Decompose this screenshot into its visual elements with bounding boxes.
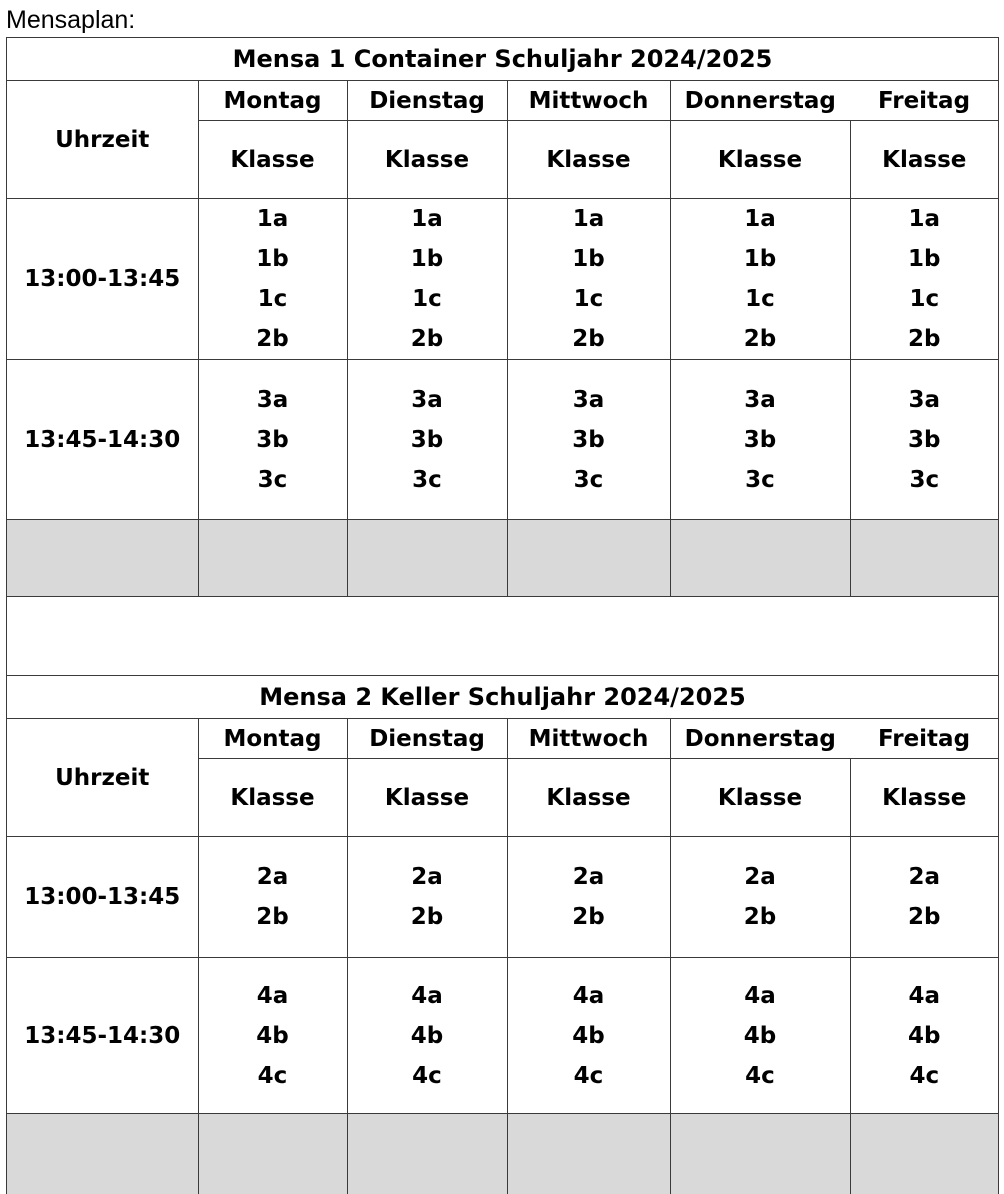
mensa1-day-classes bbox=[670, 360, 850, 520]
class-entry: 3a bbox=[744, 386, 776, 413]
class-entry: 4b bbox=[410, 1022, 444, 1049]
class-entry: 2b bbox=[410, 904, 444, 930]
class-entry: 2b bbox=[572, 326, 605, 352]
mensaplan-table bbox=[7, 38, 998, 1194]
class-entry: 2b bbox=[743, 904, 777, 930]
class-entry: 2a bbox=[744, 864, 776, 890]
mensaplan-frame bbox=[6, 37, 999, 1194]
class-entry: 1a bbox=[411, 206, 443, 232]
class-entry: 3c bbox=[573, 466, 604, 493]
class-entry: 1c bbox=[909, 286, 940, 312]
mensa2-day-classes bbox=[850, 837, 998, 958]
class-entry: 4c bbox=[257, 1062, 288, 1089]
class-entry: 3b bbox=[908, 426, 941, 453]
mensa2-day-classes bbox=[198, 958, 347, 1114]
class-entry: 3b bbox=[410, 426, 444, 453]
class-entry: 3a bbox=[256, 386, 289, 413]
mensa1-day-montag: Montag bbox=[198, 81, 347, 121]
mensa1-title: Mensa 1 Container Schuljahr 2024/2025 bbox=[7, 38, 998, 81]
mensa2-day-classes bbox=[850, 958, 998, 1114]
class-entry: 1a bbox=[908, 206, 941, 232]
class-entry: 4c bbox=[909, 1062, 940, 1089]
class-entry: 2b bbox=[410, 326, 444, 352]
class-entry: 4c bbox=[745, 1062, 775, 1089]
mensa1-slot-row bbox=[7, 360, 998, 520]
mensa2-slot-row bbox=[7, 837, 998, 958]
class-entry: 4a bbox=[256, 982, 289, 1009]
class-list bbox=[348, 380, 507, 500]
mensa2-klasse-header: Klasse bbox=[670, 759, 850, 837]
class-entry: 4c bbox=[412, 1062, 442, 1089]
page-heading: Mensaplan: bbox=[6, 6, 136, 34]
class-list bbox=[671, 380, 850, 500]
table-spacer-row bbox=[7, 597, 998, 676]
mensa1-day-classes bbox=[507, 360, 670, 520]
class-entry: 1b bbox=[908, 246, 941, 272]
class-list bbox=[199, 857, 347, 937]
class-entry: 1b bbox=[572, 246, 605, 272]
mensa2-day-mittwoch: Mittwoch bbox=[507, 719, 670, 759]
class-entry: 3c bbox=[412, 466, 442, 493]
mensa2-slot-time: 13:45-14:30 bbox=[7, 958, 198, 1114]
class-entry: 2a bbox=[256, 864, 289, 890]
class-list bbox=[508, 976, 670, 1096]
mensa2-title: Mensa 2 Keller Schuljahr 2024/2025 bbox=[7, 676, 998, 719]
class-entry: 3c bbox=[745, 466, 775, 493]
class-list bbox=[851, 857, 999, 937]
mensa2-klasse-header: Klasse bbox=[198, 759, 347, 837]
class-list bbox=[851, 380, 999, 500]
class-entry: 1b bbox=[743, 246, 777, 272]
class-list bbox=[199, 199, 347, 359]
mensa1-klasse-header: Klasse bbox=[850, 121, 998, 199]
mensa1-klasse-header: Klasse bbox=[347, 121, 507, 199]
class-entry: 3c bbox=[909, 466, 940, 493]
mensa1-day-donnerstag: Donnerstag bbox=[670, 81, 850, 121]
class-list bbox=[199, 380, 347, 500]
class-entry: 2b bbox=[256, 904, 289, 930]
class-entry: 4b bbox=[572, 1022, 605, 1049]
mensa1-uhrzeit-header: Uhrzeit bbox=[7, 81, 198, 199]
class-list bbox=[348, 199, 507, 359]
class-entry: 3a bbox=[572, 386, 605, 413]
class-entry: 2a bbox=[411, 864, 443, 890]
mensa2-day-classes bbox=[507, 837, 670, 958]
mensa2-uhrzeit-header: Uhrzeit bbox=[7, 719, 198, 837]
class-list bbox=[851, 976, 999, 1096]
class-entry: 3b bbox=[572, 426, 605, 453]
mensa2-day-classes bbox=[347, 837, 507, 958]
class-list bbox=[671, 857, 850, 937]
class-entry: 4a bbox=[411, 982, 443, 1009]
mensa1-day-classes bbox=[347, 360, 507, 520]
class-list bbox=[508, 380, 670, 500]
mensa1-day-classes bbox=[670, 199, 850, 360]
class-entry: 3b bbox=[743, 426, 777, 453]
class-entry: 2b bbox=[908, 904, 941, 930]
mensa2-day-classes bbox=[670, 837, 850, 958]
class-entry: 3c bbox=[257, 466, 288, 493]
mensa1-slot-time: 13:45-14:30 bbox=[7, 360, 198, 520]
mensa2-day-freitag: Freitag bbox=[850, 719, 998, 759]
mensa1-klasse-header: Klasse bbox=[198, 121, 347, 199]
mensa1-day-classes bbox=[850, 360, 998, 520]
class-entry: 4b bbox=[908, 1022, 941, 1049]
class-list bbox=[508, 199, 670, 359]
mensa1-slot-row bbox=[7, 199, 998, 360]
class-entry: 4c bbox=[573, 1062, 604, 1089]
class-entry: 1c bbox=[257, 286, 288, 312]
mensa2-day-classes bbox=[507, 958, 670, 1114]
mensa2-day-classes bbox=[198, 837, 347, 958]
class-entry: 3a bbox=[411, 386, 443, 413]
mensa2-klasse-header: Klasse bbox=[347, 759, 507, 837]
mensa1-day-mittwoch: Mittwoch bbox=[507, 81, 670, 121]
class-entry: 1c bbox=[745, 286, 775, 312]
class-entry: 1b bbox=[410, 246, 444, 272]
class-list bbox=[671, 199, 850, 359]
mensa2-empty-gray-row bbox=[7, 1114, 998, 1194]
class-entry: 1a bbox=[256, 206, 289, 232]
class-list bbox=[348, 976, 507, 1096]
mensa2-day-dienstag: Dienstag bbox=[347, 719, 507, 759]
class-list bbox=[671, 976, 850, 1096]
class-entry: 4a bbox=[744, 982, 776, 1009]
mensa2-day-classes bbox=[670, 958, 850, 1114]
mensa2-day-classes bbox=[347, 958, 507, 1114]
mensa1-empty-gray-row bbox=[7, 520, 998, 597]
mensa1-slot-time: 13:00-13:45 bbox=[7, 199, 198, 360]
class-entry: 3b bbox=[256, 426, 289, 453]
mensa2-klasse-header: Klasse bbox=[850, 759, 998, 837]
class-entry: 1b bbox=[256, 246, 289, 272]
class-entry: 4b bbox=[743, 1022, 777, 1049]
class-entry: 2b bbox=[256, 326, 289, 352]
class-entry: 1c bbox=[573, 286, 604, 312]
mensa1-klasse-header: Klasse bbox=[670, 121, 850, 199]
class-entry: 2b bbox=[908, 326, 941, 352]
class-entry: 1c bbox=[412, 286, 442, 312]
class-entry: 1a bbox=[744, 206, 776, 232]
class-entry: 1a bbox=[572, 206, 605, 232]
mensa2-slot-time: 13:00-13:45 bbox=[7, 837, 198, 958]
class-entry: 4a bbox=[908, 982, 941, 1009]
class-list bbox=[508, 857, 670, 937]
mensa1-day-classes bbox=[198, 199, 347, 360]
mensa1-day-dienstag: Dienstag bbox=[347, 81, 507, 121]
mensa2-day-donnerstag: Donnerstag bbox=[670, 719, 850, 759]
class-entry: 2b bbox=[572, 904, 605, 930]
mensa1-day-freitag: Freitag bbox=[850, 81, 998, 121]
class-list bbox=[199, 976, 347, 1096]
mensa1-day-classes bbox=[507, 199, 670, 360]
mensa1-day-classes bbox=[850, 199, 998, 360]
mensa2-slot-row bbox=[7, 958, 998, 1114]
class-entry: 2b bbox=[743, 326, 777, 352]
class-list bbox=[851, 199, 999, 359]
mensa2-day-montag: Montag bbox=[198, 719, 347, 759]
mensa1-day-classes bbox=[198, 360, 347, 520]
mensa1-day-classes bbox=[347, 199, 507, 360]
class-entry: 2a bbox=[572, 864, 605, 890]
class-entry: 4b bbox=[256, 1022, 289, 1049]
mensa2-klasse-header: Klasse bbox=[507, 759, 670, 837]
class-entry: 2a bbox=[908, 864, 941, 890]
class-list bbox=[348, 857, 507, 937]
mensa1-klasse-header: Klasse bbox=[507, 121, 670, 199]
class-entry: 4a bbox=[572, 982, 605, 1009]
class-entry: 3a bbox=[908, 386, 941, 413]
